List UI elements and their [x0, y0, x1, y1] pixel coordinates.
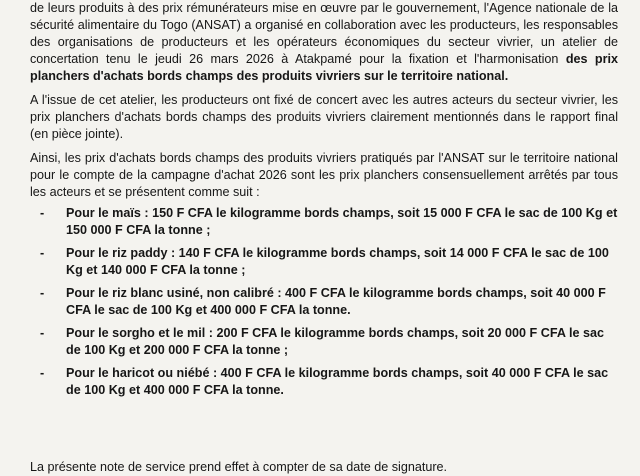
price-item-maize: [30, 205, 618, 239]
list-bullet: -: [40, 206, 45, 220]
price-item-sorghum-millet: [30, 325, 618, 359]
list-bullet: -: [40, 286, 45, 300]
price-item-text: Pour le riz paddy : 140 F CFA le kilogramme bords champs, soit 14 000 F CFA le sac de 100 Kg et 140 000 F CFA la tonne ;: [66, 246, 609, 277]
paragraph-intro: [30, 0, 618, 85]
price-item-text: Pour le riz blanc usiné, non calibré : 400 F CFA le kilogramme bords champs, soit 40 000 F CFA le sac de 100 Kg et 400 000 F CFA la tonne.: [66, 286, 606, 317]
list-bullet: -: [40, 366, 45, 380]
paragraph-intro-bold: des prix planchers d'achats bords champs des produits vivriers sur le territoire national.: [30, 52, 619, 83]
price-item-paddy-rice: [30, 245, 618, 279]
list-bullet: -: [40, 246, 45, 260]
footer-note: La présente note de service prend effet à compter de sa date de signature.: [30, 460, 448, 474]
price-item-beans: [30, 365, 618, 399]
price-list: [30, 205, 618, 399]
paragraph-outcome: A l'issue de cet atelier, les producteurs ont fixé de concert avec les autres acteurs du secteur vivrier, les prix planchers d'achats bords champs des produits vivriers clairement mentionnés dans le rapport final (en pièce jointe).: [30, 93, 618, 141]
price-item-white-rice: [30, 285, 618, 319]
paragraph-intro-text: de leurs produits à des prix rémunérateurs mise en œuvre par le gouvernement, l'Agence nationale de la sécurité alimentaire du Togo (ANSAT) a organisé en collaboration avec les producteurs, les responsables des organisations de producteurs et les opérateurs économiques du secteur vivrier, un atelier de concertation tenu le jeudi 26 mars 2026 à Atakpamé pour la fixation et l'harmonisation: [30, 1, 618, 66]
price-item-text: Pour le sorgho et le mil : 200 F CFA le kilogramme bords champs, soit 20 000 F CFA le sac de 100 Kg et 200 000 F CFA la tonne ;: [66, 326, 604, 357]
price-item-text: Pour le haricot ou niébé : 400 F CFA le kilogramme bords champs, soit 40 000 F CFA le sac de 100 Kg et 400 000 F CFA la tonne.: [66, 366, 609, 397]
paragraph-prices-intro: Ainsi, les prix d'achats bords champs des produits vivriers pratiqués par l'ANSAT sur le territoire national pour le compte de la campagne d'achat 2026 sont les prix planchers consensuellement arrêtés par tous les acteurs et se présentent comme suit :: [30, 151, 618, 199]
list-bullet: -: [40, 326, 45, 340]
price-item-text: Pour le maïs : 150 F CFA le kilogramme bords champs, soit 15 000 F CFA le sac de 100 Kg et 150 000 F CFA la tonne ;: [66, 206, 618, 237]
